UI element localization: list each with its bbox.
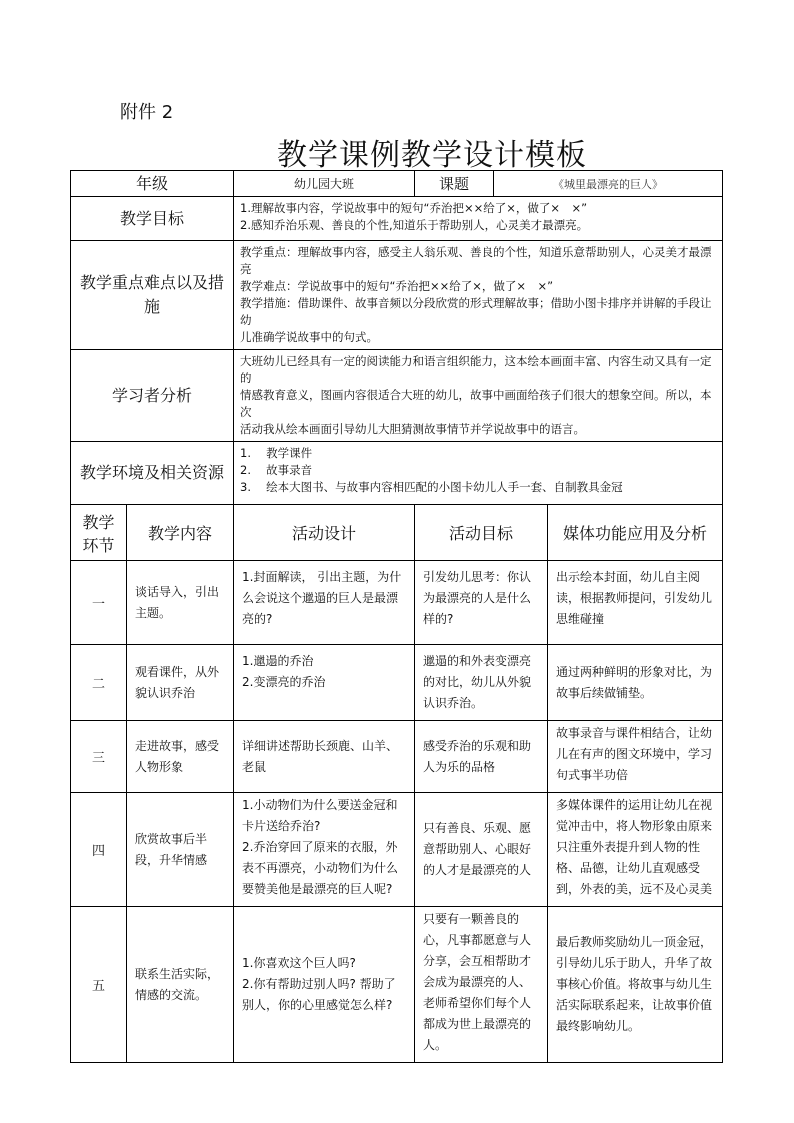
environment-item: 3. 绘本大图书、与故事内容相匹配的小图卡幼儿人手一套、自制教具金冠 [240, 480, 623, 494]
key-points-label: 教学重点难点以及措施 [71, 241, 234, 350]
environment-item: 2. 故事录音 [240, 463, 313, 477]
key-points-row [71, 241, 723, 350]
stage-design: 1.封面解读， 引出主题，为什么会说这个邋遢的巨人是最漂亮的? [234, 561, 415, 645]
environment-label: 教学环境及相关资源 [71, 442, 234, 505]
stage-goal: 引发幼儿思考：你认为最漂亮的人是什么样的? [415, 561, 548, 645]
stage-media: 出示绘本封面，幼儿自主阅读，根据教师提问，引发幼儿思维碰撞 [548, 561, 723, 645]
grade-label: 年级 [71, 171, 234, 197]
stage-goal: 只要有一颗善良的心，凡事都愿意与人分享，会互相帮助才会成为最漂亮的人、老师希望你们每个人都成为世上最漂亮的人。 [415, 907, 548, 1063]
content-header: 教学内容 [127, 505, 234, 561]
grade-value: 幼儿园大班 [234, 171, 415, 197]
stage-header: 教学环节 [71, 505, 127, 561]
learner-line: 情感教育意义，图画内容很适合大班的幼儿，故事中画面给孩子们很大的想象空间。所以，本次 [240, 388, 712, 419]
environment-row [71, 442, 723, 505]
stage-number: 一 [71, 561, 127, 645]
objectives-text [234, 197, 723, 241]
stage-content: 谈话导入，引出主题。 [127, 561, 234, 645]
stage-design: 1.邋遢的乔治 2.变漂亮的乔治 [234, 645, 415, 721]
stage-design: 1.小动物们为什么要送金冠和卡片送给乔治? 2.乔治穿回了原来的衣服，外表不再漂亮，小动物们为什么要赞美他是最漂亮的巨人呢? [234, 793, 415, 907]
stage-media: 多媒体课件的运用让幼儿在视觉冲击中，将人物形象由原来只注重外表提升到人物的性格、品德，让幼儿直观感受到，外表的美，远不及心灵美 [548, 793, 723, 907]
learner-line: 活动我从绘本画面引导幼儿大胆猜测故事情节并学说故事中的语言。 [240, 422, 586, 436]
stage-row [71, 907, 723, 1063]
stage-number: 五 [71, 907, 127, 1063]
stage-goal: 感受乔治的乐观和助人为乐的品格 [415, 721, 548, 793]
goal-header: 活动目标 [415, 505, 548, 561]
stage-media: 最后教师奖励幼儿一顶金冠，引导幼儿乐于助人，升华了故事核心价值。将故事与幼儿生活实际联系起来，让故事价值最终影响幼儿。 [548, 907, 723, 1063]
key-point-line: 教学措施：借助课件、故事音频以分段欣赏的形式理解故事；借助小图卡排序并讲解的手段让幼 [240, 296, 712, 327]
media-header: 媒体功能应用及分析 [548, 505, 723, 561]
learner-text [234, 350, 723, 442]
stage-goal: 邋遢的和外表变漂亮的对比，幼儿从外貌认识乔治。 [415, 645, 548, 721]
stage-content: 欣赏故事后半段，升华情感 [127, 793, 234, 907]
stage-goal: 只有善良、乐观、愿意帮助别人、心眼好的人才是最漂亮的人 [415, 793, 548, 907]
stage-media: 故事录音与课件相结合，让幼儿在有声的图文环境中，学习句式事半功倍 [548, 721, 723, 793]
stage-design: 详细讲述帮助长颈鹿、山羊、老鼠 [234, 721, 415, 793]
learner-line: 大班幼儿已经具有一定的阅读能力和语言组织能力，这本绘本画面丰富、内容生动又具有一定的 [240, 354, 712, 385]
stage-number: 三 [71, 721, 127, 793]
attachment-label: 附件 2 [120, 102, 174, 123]
stage-content: 走进故事，感受人物形象 [127, 721, 234, 793]
environment-item: 1. 教学课件 [240, 446, 313, 460]
stage-row [71, 721, 723, 793]
stage-row [71, 793, 723, 907]
stage-content: 观看课件，从外貌认识乔治 [127, 645, 234, 721]
topic-value: 《城里最漂亮的巨人》 [494, 171, 723, 197]
stage-design: 1.你喜欢这个巨人吗? 2.你有帮助过别人吗? 帮助了别人，你的心里感觉怎么样? [234, 907, 415, 1063]
topic-label: 课题 [415, 171, 494, 197]
learner-row [71, 350, 723, 442]
stage-content: 联系生活实际，情感的交流。 [127, 907, 234, 1063]
objective-line: 2.感知乔治乐观、善良的个性,知道乐于帮助别人，心灵美才最漂亮。 [240, 218, 589, 232]
info-row [71, 171, 723, 197]
key-point-line: 教学重点：理解故事内容，感受主人翁乐观、善良的个性，知道乐意帮助别人，心灵美才最漂亮 [240, 245, 712, 276]
objectives-label: 教学目标 [71, 197, 234, 241]
objectives-row [71, 197, 723, 241]
learner-label: 学习者分析 [71, 350, 234, 442]
environment-list [234, 442, 723, 505]
objective-line: 1.理解故事内容，学说故事中的短句“乔治把××给了×，做了× ×” [240, 201, 588, 215]
key-points-text [234, 241, 723, 350]
stage-media: 通过两种鲜明的形象对比，为故事后续做铺垫。 [548, 645, 723, 721]
key-point-line: 儿准确学说故事中的句式。 [240, 330, 379, 344]
process-header-row [71, 505, 723, 561]
stage-row [71, 561, 723, 645]
stage-row [71, 645, 723, 721]
stage-number: 四 [71, 793, 127, 907]
design-header: 活动设计 [234, 505, 415, 561]
page-title: 教学课例教学设计模板 [277, 138, 587, 173]
lesson-plan-table [70, 170, 723, 1063]
stage-number: 二 [71, 645, 127, 721]
key-point-line: 教学难点：学说故事中的短句“乔治把××给了×，做了× ×” [240, 279, 554, 293]
